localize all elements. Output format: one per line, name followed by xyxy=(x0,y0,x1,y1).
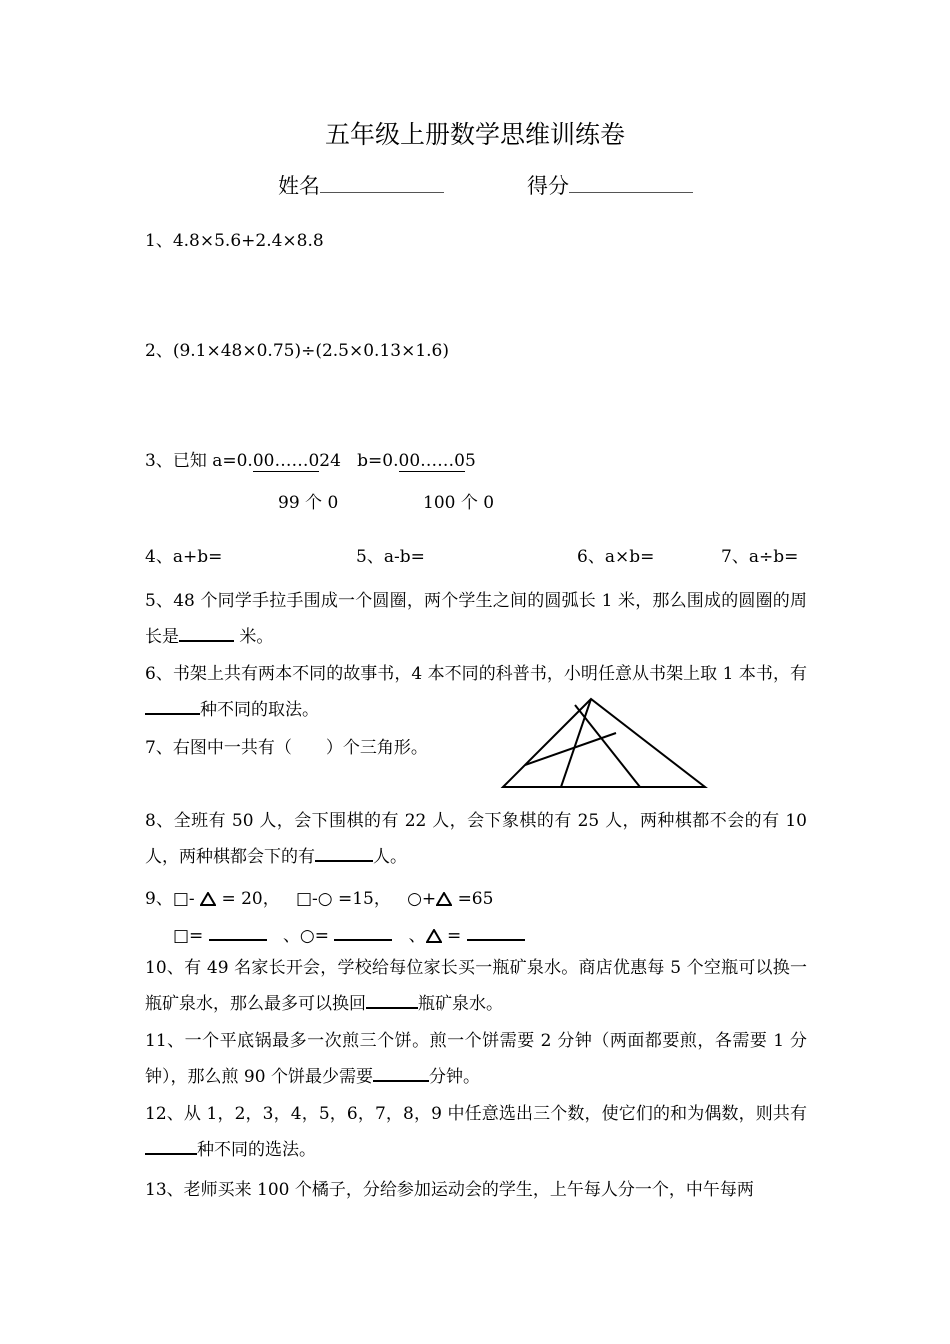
q11-unit: 分钟。 xyxy=(428,1067,480,1087)
q9-eq3-left: ○+ xyxy=(407,889,437,909)
q12-unit: 种不同的选法。 xyxy=(197,1140,316,1160)
b-zeros-note: 100 个 0 xyxy=(423,493,495,513)
question-10 xyxy=(145,950,807,1022)
triangle-icon xyxy=(426,929,442,943)
q5-text: 5、48 个同学手拉手围成一个圆圈，两个学生之间的圆弧长 1 米，那么围成的圆圈的周长是 xyxy=(145,591,807,647)
q10-text: 10、有 49 名家长开会，学校给每位家长买一瓶矿泉水。商店优惠每 5 个空瓶可以换一瓶矿泉水，那么最多可以换回 xyxy=(145,958,807,1014)
q9-triangle-label: = xyxy=(447,926,462,946)
q9-square-label: □= xyxy=(173,926,204,946)
q8-unit: 人。 xyxy=(373,847,407,867)
q9-label: 9、□- xyxy=(145,889,195,909)
a-zeros-note: 99 个 0 xyxy=(278,493,339,513)
score-field xyxy=(527,170,693,200)
q3-prefix: 3、已知 a=0. xyxy=(145,451,253,471)
b-zeros: 00……0 xyxy=(398,451,465,471)
q11-text: 11、一个平底锅最多一次煎三个饼。煎一个饼需要 2 分钟（两面都要煎，各需要 1 分钟），那么煎 90 个饼最少需要 xyxy=(145,1031,807,1087)
a-zeros: 00……0 xyxy=(252,451,320,471)
question-12 xyxy=(145,1096,807,1168)
q9-circle-label: 、○= xyxy=(282,926,330,946)
a-tail: 24 xyxy=(319,451,341,471)
question-9 xyxy=(145,884,493,909)
question-13: 13、老师买来 100 个橘子，分给参加运动会的学生，上午每人分一个，中午每两 xyxy=(145,1180,754,1200)
page-title: 五年级上册数学思维训练卷 xyxy=(324,120,625,149)
q9-eq3-right: =65 xyxy=(457,889,494,909)
question-4-sum: 4、a+b= xyxy=(145,547,223,567)
q5-unit: 米。 xyxy=(239,627,274,647)
triangle-icon xyxy=(436,892,452,906)
question-2: 2、(9.1×48×0.75)÷(2.5×0.13×1.6) xyxy=(145,341,450,361)
question-5-difference: 5、a-b= xyxy=(356,547,425,567)
q8-answer-blank[interactable] xyxy=(315,844,373,862)
b-tail: 5 xyxy=(464,451,476,471)
q10-unit: 瓶矿泉水。 xyxy=(418,994,503,1014)
q11-answer-blank[interactable] xyxy=(373,1064,429,1082)
q12-answer-blank[interactable] xyxy=(145,1137,197,1155)
question-5 xyxy=(145,583,807,655)
question-1: 1、4.8×5.6+2.4×8.8 xyxy=(145,231,324,251)
question-9-answers xyxy=(173,921,525,946)
q6-answer-blank[interactable] xyxy=(145,697,200,715)
q12-text: 12、从 1，2，3，4，5，6，7，8，9 中任意选出三个数，使它们的和为偶数，则共有 xyxy=(145,1104,808,1124)
question-6-product: 6、a×b= xyxy=(577,547,655,567)
question-7: 7、右图中一共有（ ）个三角形。 xyxy=(145,738,428,758)
question-7-quotient: 7、a÷b= xyxy=(721,547,799,567)
question-8 xyxy=(145,803,807,875)
score-label: 得分 xyxy=(527,174,569,198)
q5-answer-blank[interactable] xyxy=(179,624,234,642)
name-blank[interactable] xyxy=(320,174,444,193)
name-label: 姓名 xyxy=(278,174,320,198)
b-prefix: b=0. xyxy=(357,451,399,471)
q9-triangle-blank[interactable] xyxy=(467,923,525,941)
q9-eq1: = 20， xyxy=(221,889,280,909)
triangle-icon xyxy=(200,892,216,906)
name-field xyxy=(278,170,444,200)
q8-text: 8、全班有 50 人，会下围棋的有 22 人，会下象棋的有 25 人，两种棋都不会的有 10 人，两种棋都会下的有 xyxy=(145,811,807,867)
score-blank[interactable] xyxy=(569,174,693,193)
q6-unit: 种不同的取法。 xyxy=(200,700,319,720)
q9-circle-blank[interactable] xyxy=(334,923,392,941)
q9-triangle-sep: 、 xyxy=(408,926,426,946)
q9-eq2: □-○ =15， xyxy=(295,889,391,909)
q9-square-blank[interactable] xyxy=(209,923,267,941)
q6-text: 6、书架上共有两本不同的故事书，4 本不同的科普书，小明任意从书架上取 1 本书，有 xyxy=(145,664,807,684)
question-3 xyxy=(145,446,476,471)
q10-answer-blank[interactable] xyxy=(366,991,418,1009)
triangle-figure xyxy=(495,693,710,793)
question-11 xyxy=(145,1023,807,1095)
